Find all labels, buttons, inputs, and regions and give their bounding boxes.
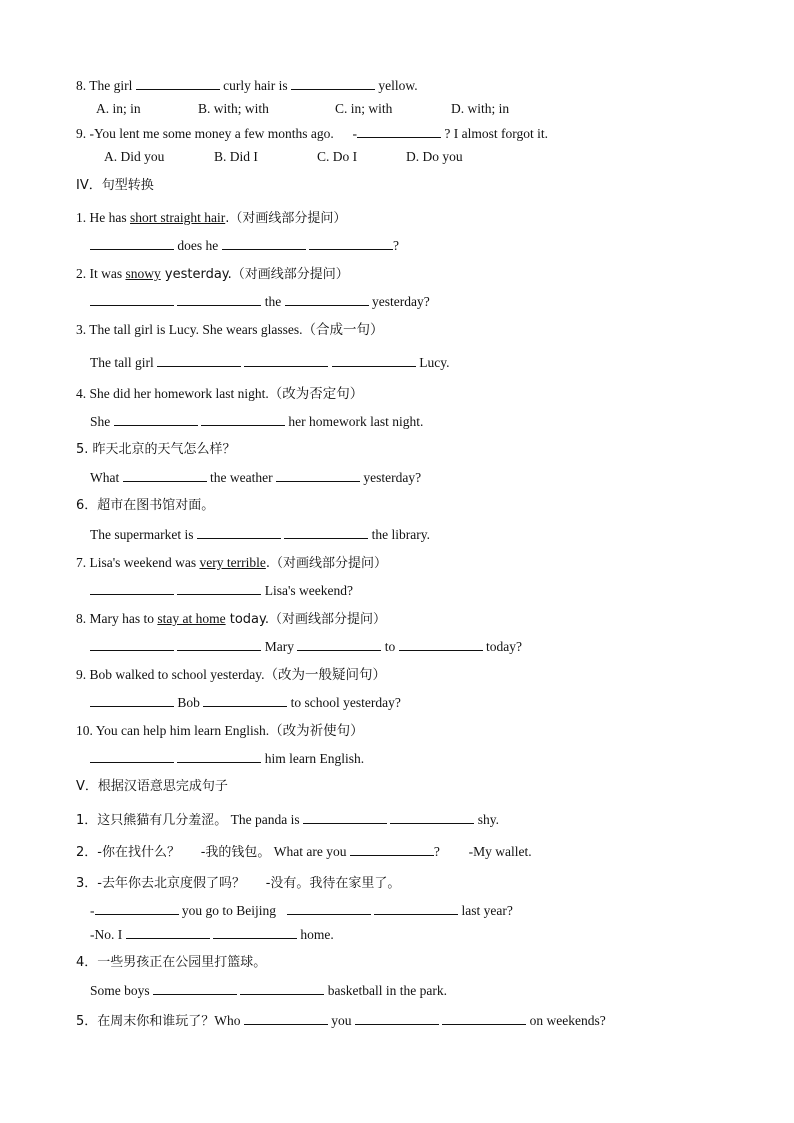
translate-q4: 4．一些男孩正在公园里打篮球。 [76,955,267,970]
translate-q2: 2．-你在找什么？ -我的钱包。 What are you ? -My wallet. [76,844,532,860]
transform-q3: 3. The tall girl is Lucy. She wears glasses.（合成一句） [76,322,384,337]
underlined-phrase: snowy [125,266,161,281]
answer-blank[interactable] [90,638,174,651]
answer-blank[interactable] [201,413,285,426]
option-a[interactable]: A. Did you [104,149,165,164]
answer-blank[interactable] [291,77,375,90]
answer-blank[interactable] [213,926,297,939]
question-9-dash: - [352,126,357,141]
underlined-phrase: stay at home [157,611,226,626]
question-8 [76,77,418,94]
translate-q5: 5．在周末你和谁玩了？Who you on weekends? [76,1013,606,1029]
transform-q4-answer: She her homework last night. [90,414,424,429]
transform-q6: 6．超市在图书馆对面。 [76,498,215,513]
answer-blank[interactable] [177,750,261,763]
transform-q1: 1. He has short straight hair.（对画线部分提问） [76,210,347,226]
answer-blank[interactable] [177,638,261,651]
question-8-stem-end: yellow. [378,78,418,93]
answer-blank[interactable] [399,638,483,651]
transform-q2: 2. It was snowy yesterday.（对画线部分提问） [76,266,349,282]
answer-blank[interactable] [332,354,416,367]
answer-blank[interactable] [222,237,306,250]
answer-blank[interactable] [136,77,220,90]
option-c[interactable]: C. Do I [317,149,358,164]
translate-q1: 1．这只熊猫有几分羞涩。 The panda is shy. [76,812,500,828]
answer-blank[interactable] [309,237,393,250]
option-b[interactable]: B. Did I [214,149,258,164]
question-9-stem-end: ? I almost forgot it. [444,126,548,141]
translate-q3-answer-2: -No. I home. [90,927,334,942]
transform-q6-answer: The supermarket is the library. [90,527,430,542]
answer-blank[interactable] [123,469,207,482]
answer-blank[interactable] [177,293,261,306]
transform-q7: 7. Lisa's weekend was very terrible.（对画线部分提问） [76,555,388,571]
transform-q9-answer: Bob to school yesterday? [90,694,401,711]
answer-blank[interactable] [276,469,360,482]
option-a[interactable]: A. in; in [96,101,141,116]
transform-q10: 10. You can help him learn English.（改为祈使句） [76,723,364,738]
answer-blank[interactable] [197,526,281,539]
answer-blank[interactable] [244,354,328,367]
underlined-phrase: very terrible [199,555,266,570]
answer-blank[interactable] [90,237,174,250]
option-d[interactable]: D. with; in [451,101,510,116]
option-d[interactable]: D. Do you [406,149,463,164]
transform-q5: 5. 昨天北京的天气怎么样？ [76,442,236,457]
section-heading-iv: IV．句型转换 [76,178,154,193]
transform-q5-answer: What the weather yesterday? [90,470,422,485]
translate-q3: 3．-去年你去北京度假了吗？ -没有。我待在家里了。 [76,876,401,891]
answer-blank[interactable] [287,902,371,915]
question-9 [76,125,548,142]
answer-blank[interactable] [114,413,198,426]
answer-blank[interactable] [355,1012,439,1025]
answer-blank[interactable] [350,843,434,856]
option-b[interactable]: B. with; with [198,101,269,116]
question-8-stem: 8. The girl [76,78,133,93]
answer-blank[interactable] [90,694,174,707]
answer-blank[interactable] [90,293,174,306]
transform-q8: 8. Mary has to stay at home today.（对画线部分提问） [76,611,386,627]
answer-blank[interactable] [357,125,441,138]
translate-q3-answer-1: - you go to Beijing last year? [90,903,513,918]
answer-blank[interactable] [303,811,387,824]
transform-q2-answer: the yesterday? [90,293,430,310]
transform-q4: 4. She did her homework last night.（改为否定句） [76,386,364,401]
answer-blank[interactable] [95,902,179,915]
option-c[interactable]: C. in; with [335,101,393,116]
transform-q1-answer: does he ? [90,237,399,254]
answer-blank[interactable] [126,926,210,939]
question-9-stem: 9. -You lent me some money a few months ago. [76,126,334,141]
answer-blank[interactable] [374,902,458,915]
transform-q10-answer: him learn English. [90,750,364,767]
transform-q3-answer: The tall girl Lucy. [90,355,450,370]
answer-blank[interactable] [240,982,324,995]
transform-q8-answer: Mary to today? [90,638,522,655]
answer-blank[interactable] [90,582,174,595]
answer-blank[interactable] [177,582,261,595]
answer-blank[interactable] [157,354,241,367]
section-heading-v: V．根据汉语意思完成句子 [76,779,228,794]
answer-blank[interactable] [153,982,237,995]
transform-q9: 9. Bob walked to school yesterday.（改为一般疑问句） [76,667,386,682]
answer-blank[interactable] [244,1012,328,1025]
translate-q4-answer: Some boys basketball in the park. [90,983,447,998]
answer-blank[interactable] [90,750,174,763]
question-8-stem-mid: curly hair is [223,78,288,93]
answer-blank[interactable] [297,638,381,651]
answer-blank[interactable] [442,1012,526,1025]
answer-blank[interactable] [203,694,287,707]
answer-blank[interactable] [285,293,369,306]
transform-q7-answer: Lisa's weekend? [90,582,353,599]
underlined-phrase: short straight hair [130,210,226,225]
answer-blank[interactable] [284,526,368,539]
answer-blank[interactable] [390,811,474,824]
